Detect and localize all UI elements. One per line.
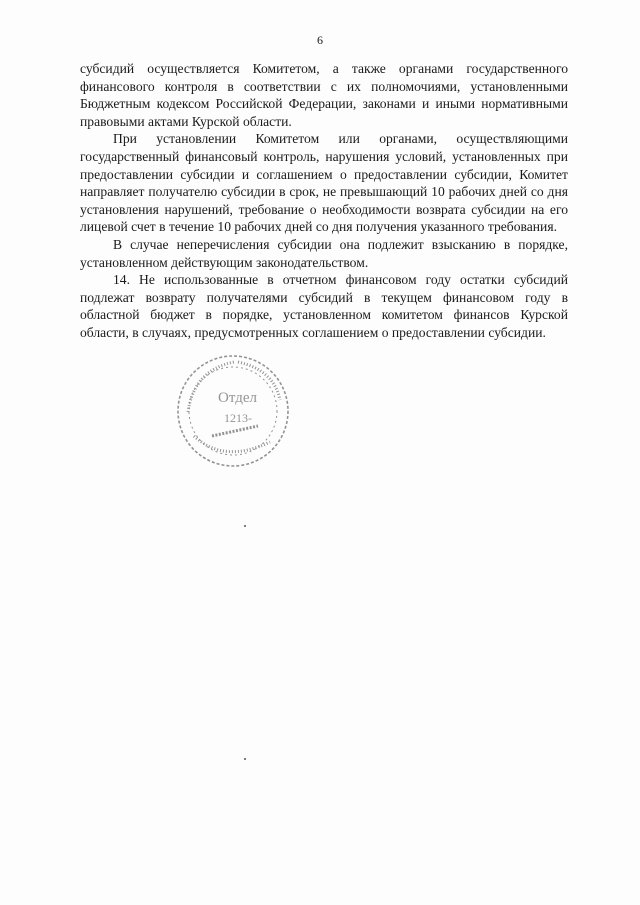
paragraph-violation-procedure: При установлении Комитетом или органами, осуществляющими государственный финансовый контроль, нарушения условий, установленных при предоставлении субсидии и соглашением о предоставлении субсидии, Комитет направляет получателю субсидии в срок, не превышающий 10 рабочих дней со дня установления нарушений, требование о необходимости возврата субсидии на его лицевой счет в течение 10 рабочих дней со дня получения указанного требования. (80, 131, 568, 235)
stamp-text-line2: 1213- (224, 411, 252, 425)
paragraph-continuation: субсидий осуществляется Комитетом, а также органами государственного финансового контроля в соответствии с их полномочиями, установленными Бюджетным кодексом Российской Федерации, законами и иными нормативными правовыми актами Курской области. (80, 61, 568, 129)
page-number: 6 (317, 33, 323, 47)
scan-speck (244, 758, 246, 760)
paragraph-item-14: 14. Не использованные в отчетном финансовом году остатки субсидий подлежат возврату получателями субсидий в текущем финансовом году в областной бюджет в порядке, установленном комитетом финансов Курской области, в случаях, предусмотренных соглашением о предоставлении субсидии. (80, 272, 568, 340)
scan-speck (244, 525, 246, 527)
paragraph-recovery: В случае неперечисления субсидии она подлежит взысканию в порядке, установленном действующим законодательством. (80, 236, 568, 270)
document-body (80, 60, 568, 342)
stamp-text-line1: Отдел (218, 390, 257, 406)
official-stamp (174, 352, 292, 470)
